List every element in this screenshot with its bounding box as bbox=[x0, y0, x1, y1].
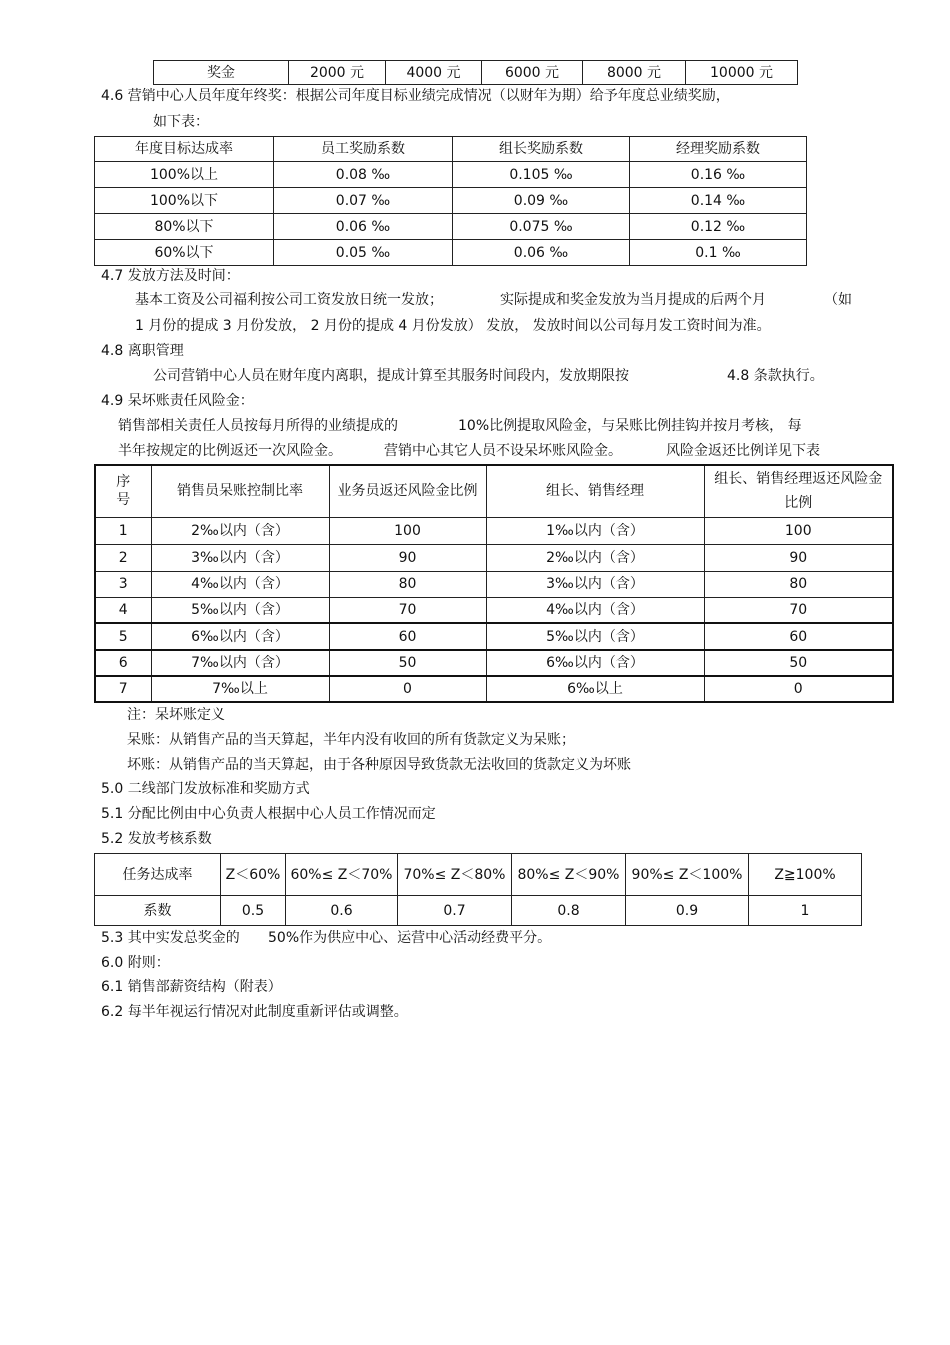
section-4-6-sub: 如下表： bbox=[153, 114, 209, 130]
table-cell: 0.6 bbox=[286, 896, 398, 926]
table-cell: 50 bbox=[329, 650, 486, 676]
table-cell: 2 bbox=[95, 544, 151, 571]
table-cell: 0.05 ‰ bbox=[274, 240, 453, 266]
bonus-value: 4000 元 bbox=[386, 61, 482, 85]
table-row bbox=[95, 188, 807, 214]
table-cell: 90 bbox=[329, 544, 486, 571]
table-cell: 2‰以内（含） bbox=[486, 544, 704, 571]
section-4-9-line2c: 风险金返还比例详见下表 bbox=[666, 443, 820, 459]
table-header: 组长奖励系数 bbox=[453, 137, 630, 162]
table-cell: 90 bbox=[704, 544, 893, 571]
table-cell: 0.07 ‰ bbox=[274, 188, 453, 214]
section-4-9-line1b: 10%比例提取风险金，与呆账比例挂钩并按月考核， 每 bbox=[458, 418, 802, 434]
table-cell: 60%以下 bbox=[95, 240, 274, 266]
table-row bbox=[95, 623, 893, 650]
table-cell: 5‰以内（含） bbox=[151, 597, 329, 623]
table-cell: 100 bbox=[329, 517, 486, 544]
table-cell: 6‰以上 bbox=[486, 676, 704, 702]
section-5-3b: 50%作为供应中心、运营中心活动经费平分。 bbox=[268, 930, 552, 946]
table-cell: 3‰以内（含） bbox=[486, 571, 704, 597]
table-cell: 5 bbox=[95, 623, 151, 650]
table-row bbox=[95, 896, 862, 926]
table-header: 序号 bbox=[95, 465, 151, 517]
section-4-7-line1c: （如 bbox=[824, 292, 852, 308]
table-cell: 100 bbox=[704, 517, 893, 544]
section-5-1: 5.1 分配比例由中心负责人根据中心人员工作情况而定 bbox=[101, 806, 436, 822]
table-cell: 0.1 ‰ bbox=[630, 240, 807, 266]
table-cell: 0 bbox=[704, 676, 893, 702]
section-5-0-title: 5.0 二线部门发放标准和奖励方式 bbox=[101, 781, 310, 797]
note-write-off-def: 坏账：从销售产品的当天算起，由于各种原因导致货款无法收回的货款定义为坏账 bbox=[127, 757, 631, 773]
bonus-label: 奖金 bbox=[154, 61, 289, 85]
section-4-7-line1a: 基本工资及公司福利按公司工资发放日统一发放； bbox=[135, 292, 443, 308]
table-cell: 1 bbox=[95, 517, 151, 544]
table-cell: 6‰以内（含） bbox=[151, 623, 329, 650]
table-cell: 3 bbox=[95, 571, 151, 597]
table-row bbox=[95, 650, 893, 676]
section-4-7-line1b: 实际提成和奖金发放为当月提成的后两个月 bbox=[500, 292, 766, 308]
table-header: Z≧100% bbox=[749, 854, 862, 896]
bonus-value: 6000 元 bbox=[482, 61, 583, 85]
section-4-6-title: 4.6 营销中心人员年度年终奖：根据公司年度目标业绩完成情况（以财年为期）给予年度总业绩奖励， bbox=[101, 88, 730, 104]
section-4-8-line1a: 公司营销中心人员在财年度内离职，提成计算至其服务时间段内，发放期限按 bbox=[153, 368, 629, 384]
table-cell: 6‰以内（含） bbox=[486, 650, 704, 676]
table-cell: 80%以下 bbox=[95, 214, 274, 240]
table-cell: 50 bbox=[704, 650, 893, 676]
table-cell: 70 bbox=[704, 597, 893, 623]
annual-bonus-table bbox=[94, 136, 807, 266]
table-cell: 4‰以内（含） bbox=[151, 571, 329, 597]
bonus-value: 10000 元 bbox=[686, 61, 798, 85]
table-cell: 100%以上 bbox=[95, 162, 274, 188]
table-cell: 4 bbox=[95, 597, 151, 623]
table-header: Z＜60% bbox=[221, 854, 286, 896]
table-cell: 80 bbox=[704, 571, 893, 597]
section-5-3a: 5.3 其中实发总奖金的 bbox=[101, 930, 240, 946]
table-row bbox=[95, 214, 807, 240]
table-header: 年度目标达成率 bbox=[95, 137, 274, 162]
table-cell: 80 bbox=[329, 571, 486, 597]
bonus-table bbox=[153, 60, 798, 85]
table-cell: 0.08 ‰ bbox=[274, 162, 453, 188]
section-4-9-line2a: 半年按规定的比例返还一次风险金。 bbox=[118, 443, 342, 459]
table-header: 员工奖励系数 bbox=[274, 137, 453, 162]
table-header: 任务达成率 bbox=[95, 854, 221, 896]
table-row bbox=[95, 597, 893, 623]
table-cell: 0.09 ‰ bbox=[453, 188, 630, 214]
table-cell: 0 bbox=[329, 676, 486, 702]
table-cell: 5‰以内（含） bbox=[486, 623, 704, 650]
table-cell: 0.06 ‰ bbox=[274, 214, 453, 240]
section-6-1: 6.1 销售部薪资结构（附表） bbox=[101, 979, 282, 995]
section-4-8-line1b: 4.8 条款执行。 bbox=[727, 368, 824, 384]
risk-fund-table bbox=[94, 464, 894, 703]
table-cell: 7‰以上 bbox=[151, 676, 329, 702]
table-cell: 4‰以内（含） bbox=[486, 597, 704, 623]
table-header: 组长、销售经理返还风险金比例 bbox=[704, 465, 893, 517]
table-row bbox=[95, 240, 807, 266]
table-row bbox=[95, 544, 893, 571]
table-header: 业务员返还风险金比例 bbox=[329, 465, 486, 517]
table-row bbox=[95, 676, 893, 702]
section-6-0-title: 6.0 附则： bbox=[101, 955, 170, 971]
note-title: 注：呆坏账定义 bbox=[127, 707, 225, 723]
table-cell: 2‰以内（含） bbox=[151, 517, 329, 544]
table-cell: 60 bbox=[704, 623, 893, 650]
table-cell: 100%以下 bbox=[95, 188, 274, 214]
table-cell: 0.105 ‰ bbox=[453, 162, 630, 188]
table-cell: 0.16 ‰ bbox=[630, 162, 807, 188]
table-header: 经理奖励系数 bbox=[630, 137, 807, 162]
table-cell: 0.075 ‰ bbox=[453, 214, 630, 240]
bonus-value: 8000 元 bbox=[583, 61, 686, 85]
table-header: 销售员呆账控制比率 bbox=[151, 465, 329, 517]
table-cell: 0.7 bbox=[398, 896, 512, 926]
table-cell: 1‰以内（含） bbox=[486, 517, 704, 544]
table-header: 组长、销售经理 bbox=[486, 465, 704, 517]
coefficient-table bbox=[94, 853, 862, 926]
table-cell: 3‰以内（含） bbox=[151, 544, 329, 571]
section-4-9-line1a: 销售部相关责任人员按每月所得的业绩提成的 bbox=[118, 418, 398, 434]
table-cell: 0.06 ‰ bbox=[453, 240, 630, 266]
table-header: 80%≤ Z＜90% bbox=[512, 854, 626, 896]
table-row bbox=[95, 517, 893, 544]
bonus-value: 2000 元 bbox=[289, 61, 386, 85]
note-bad-debt-def: 呆账：从销售产品的当天算起，半年内没有收回的所有货款定义为呆账； bbox=[127, 732, 575, 748]
table-cell: 系数 bbox=[95, 896, 221, 926]
section-4-7-title: 4.7 发放方法及时间： bbox=[101, 268, 240, 284]
table-header: 90%≤ Z＜100% bbox=[626, 854, 749, 896]
section-4-9-title: 4.9 呆坏账责任风险金： bbox=[101, 393, 254, 409]
table-header: 60%≤ Z＜70% bbox=[286, 854, 398, 896]
table-row bbox=[95, 162, 807, 188]
table-cell: 7 bbox=[95, 676, 151, 702]
table-cell: 6 bbox=[95, 650, 151, 676]
table-cell: 60 bbox=[329, 623, 486, 650]
table-cell: 0.5 bbox=[221, 896, 286, 926]
table-row bbox=[95, 571, 893, 597]
section-4-8-title: 4.8 离职管理 bbox=[101, 343, 184, 359]
section-4-9-line2b: 营销中心其它人员不设呆坏账风险金。 bbox=[384, 443, 622, 459]
table-cell: 1 bbox=[749, 896, 862, 926]
section-5-2: 5.2 发放考核系数 bbox=[101, 831, 212, 847]
table-cell: 0.9 bbox=[626, 896, 749, 926]
table-cell: 70 bbox=[329, 597, 486, 623]
table-cell: 0.14 ‰ bbox=[630, 188, 807, 214]
table-header: 70%≤ Z＜80% bbox=[398, 854, 512, 896]
table-cell: 7‰以内（含） bbox=[151, 650, 329, 676]
table-cell: 0.8 bbox=[512, 896, 626, 926]
section-4-7-line2: 1 月份的提成 3 月份发放， 2 月份的提成 4 月份发放） 发放， 发放时间以公司每月发工资时间为准。 bbox=[135, 318, 771, 334]
table-cell: 0.12 ‰ bbox=[630, 214, 807, 240]
section-6-2: 6.2 每半年视运行情况对此制度重新评估或调整。 bbox=[101, 1004, 408, 1020]
